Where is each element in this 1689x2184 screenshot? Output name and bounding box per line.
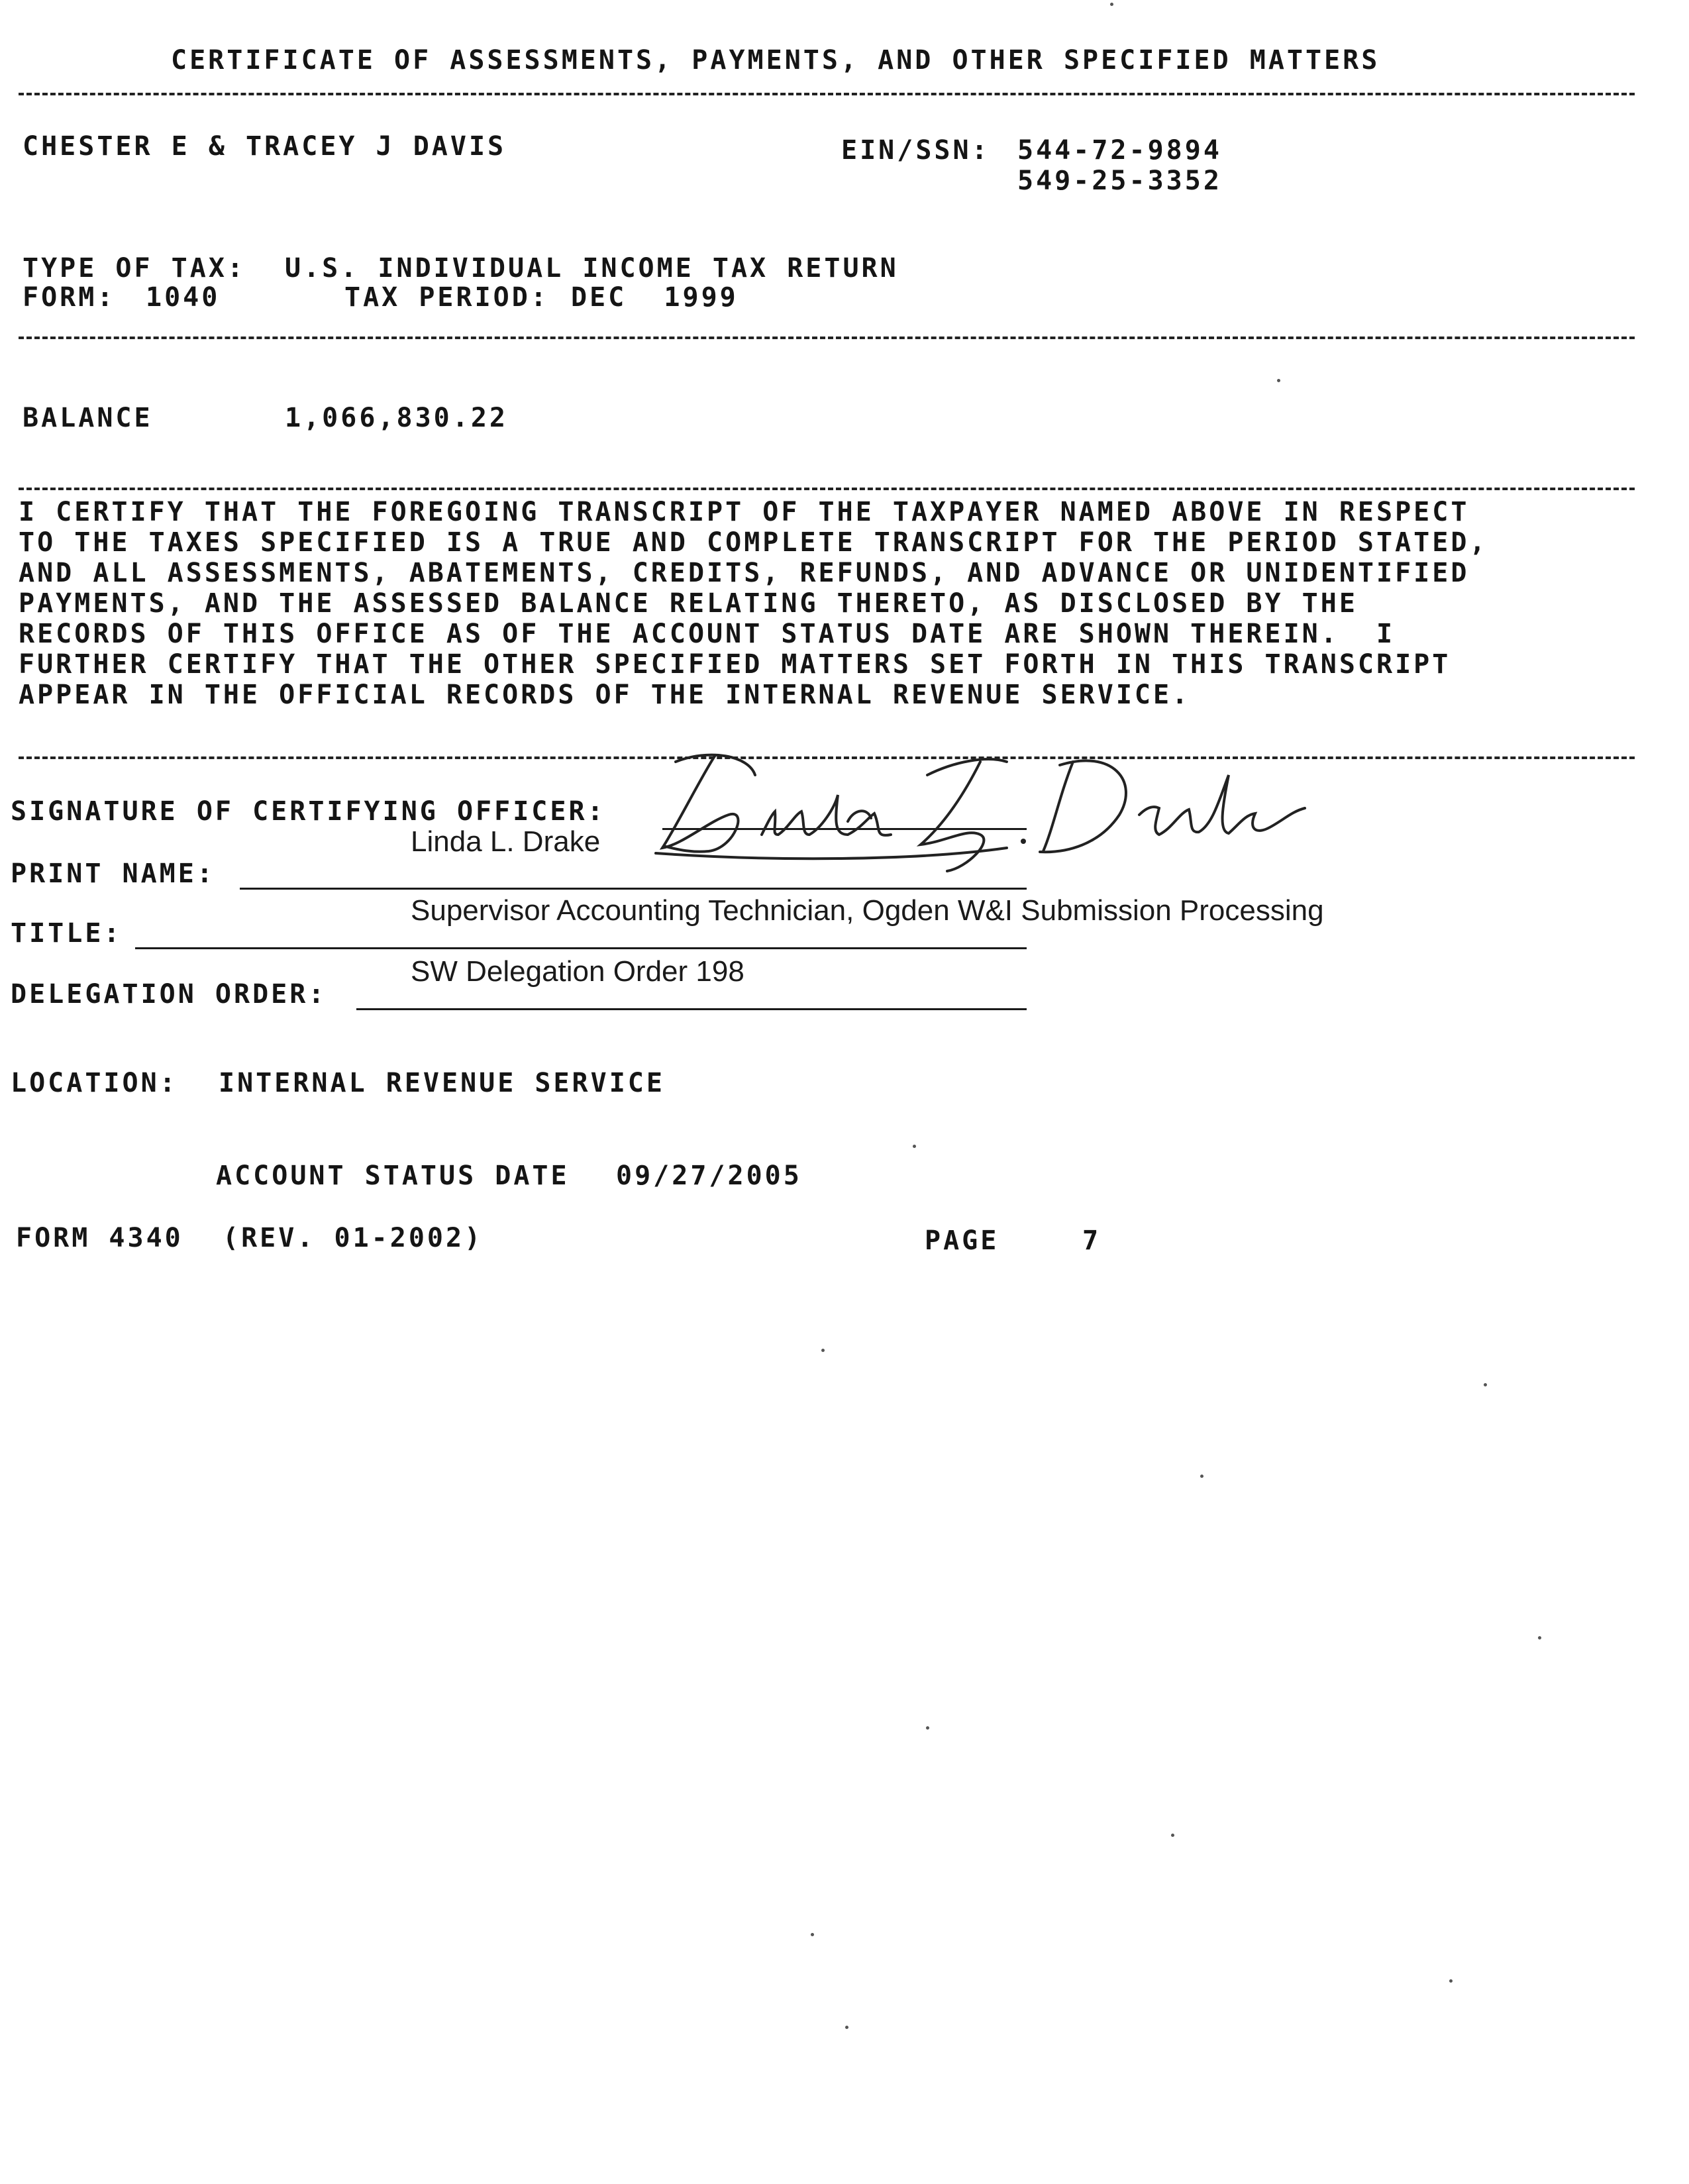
handwritten-signature (636, 735, 1325, 881)
title-label: TITLE: (11, 918, 123, 949)
ein-ssn-label: EIN/SSN: (841, 135, 990, 166)
account-status-label: ACCOUNT STATUS DATE (216, 1161, 570, 1191)
print-name-label: PRINT NAME: (11, 858, 215, 889)
delegation-order-value: SW Delegation Order 198 (411, 955, 744, 988)
scan-speck (1538, 1636, 1541, 1639)
scan-speck (1171, 1834, 1174, 1837)
certification-line: APPEAR IN THE OFFICIAL RECORDS OF THE INTERNAL REVENUE SERVICE. (19, 680, 1191, 710)
divider-1 (19, 93, 1635, 95)
document-title: CERTIFICATE OF ASSESSMENTS, PAYMENTS, AND OTHER SPECIFIED MATTERS (171, 45, 1380, 76)
tax-period-value: DEC 1999 (571, 282, 739, 313)
certification-line: TO THE TAXES SPECIFIED IS A TRUE AND COMPLETE TRANSCRIPT FOR THE PERIOD STATED, (19, 527, 1488, 558)
type-of-tax-value: U.S. INDIVIDUAL INCOME TAX RETURN (285, 253, 899, 284)
ssn-primary: 544-72-9894 (1017, 135, 1222, 166)
form-id: FORM 4340 (16, 1223, 183, 1253)
title-line (135, 947, 1027, 949)
page-number: 7 (1082, 1225, 1101, 1256)
divider-3 (19, 488, 1635, 490)
type-of-tax-label: TYPE OF TAX: (23, 253, 246, 284)
taxpayer-name: CHESTER E & TRACEY J DAVIS (23, 131, 507, 162)
form-label: FORM: (23, 282, 116, 313)
certification-statement (19, 497, 1661, 710)
scan-speck (821, 1349, 825, 1352)
certification-line: AND ALL ASSESSMENTS, ABATEMENTS, CREDITS, REFUNDS, AND ADVANCE OR UNIDENTIFIED (19, 558, 1470, 588)
scan-speck (1484, 1383, 1487, 1386)
divider-2 (19, 337, 1635, 339)
certification-line: I CERTIFY THAT THE FOREGOING TRANSCRIPT OF THE TAXPAYER NAMED ABOVE IN RESPECT (19, 497, 1470, 527)
certification-line: PAYMENTS, AND THE ASSESSED BALANCE RELATING THERETO, AS DISCLOSED BY THE (19, 588, 1358, 619)
location-value: INTERNAL REVENUE SERVICE (219, 1068, 665, 1098)
title-value: Supervisor Accounting Technician, Ogden W&I Submission Processing (411, 894, 1324, 927)
ssn-secondary: 549-25-3352 (1017, 166, 1222, 196)
location-label: LOCATION: (11, 1068, 178, 1098)
signature-label: SIGNATURE OF CERTIFYING OFFICER: (11, 796, 606, 827)
balance-value: 1,066,830.22 (285, 403, 508, 433)
account-status-date: 09/27/2005 (616, 1161, 802, 1191)
scan-speck (1110, 3, 1113, 6)
scan-speck (1277, 379, 1280, 382)
certification-line: FURTHER CERTIFY THAT THE OTHER SPECIFIED MATTERS SET FORTH IN THIS TRANSCRIPT (19, 649, 1451, 680)
form-revision: (REV. 01-2002) (223, 1223, 484, 1253)
form-value: 1040 (146, 282, 221, 313)
balance-label: BALANCE (23, 403, 153, 433)
scan-speck (845, 2026, 848, 2029)
scan-speck (811, 1933, 814, 1936)
scan-speck (1200, 1475, 1203, 1478)
delegation-order-line (356, 1008, 1027, 1010)
certification-line: RECORDS OF THIS OFFICE AS OF THE ACCOUNT STATUS DATE ARE SHOWN THEREIN. I (19, 619, 1396, 649)
scan-speck (926, 1726, 929, 1730)
scan-speck (1449, 1979, 1453, 1983)
print-name-value: Linda L. Drake (411, 825, 601, 858)
page-label: PAGE (925, 1225, 999, 1256)
scan-speck (913, 1145, 916, 1148)
print-name-line (240, 888, 1027, 890)
delegation-order-label: DELEGATION ORDER: (11, 979, 327, 1010)
tax-period-label: TAX PERIOD: (344, 282, 549, 313)
